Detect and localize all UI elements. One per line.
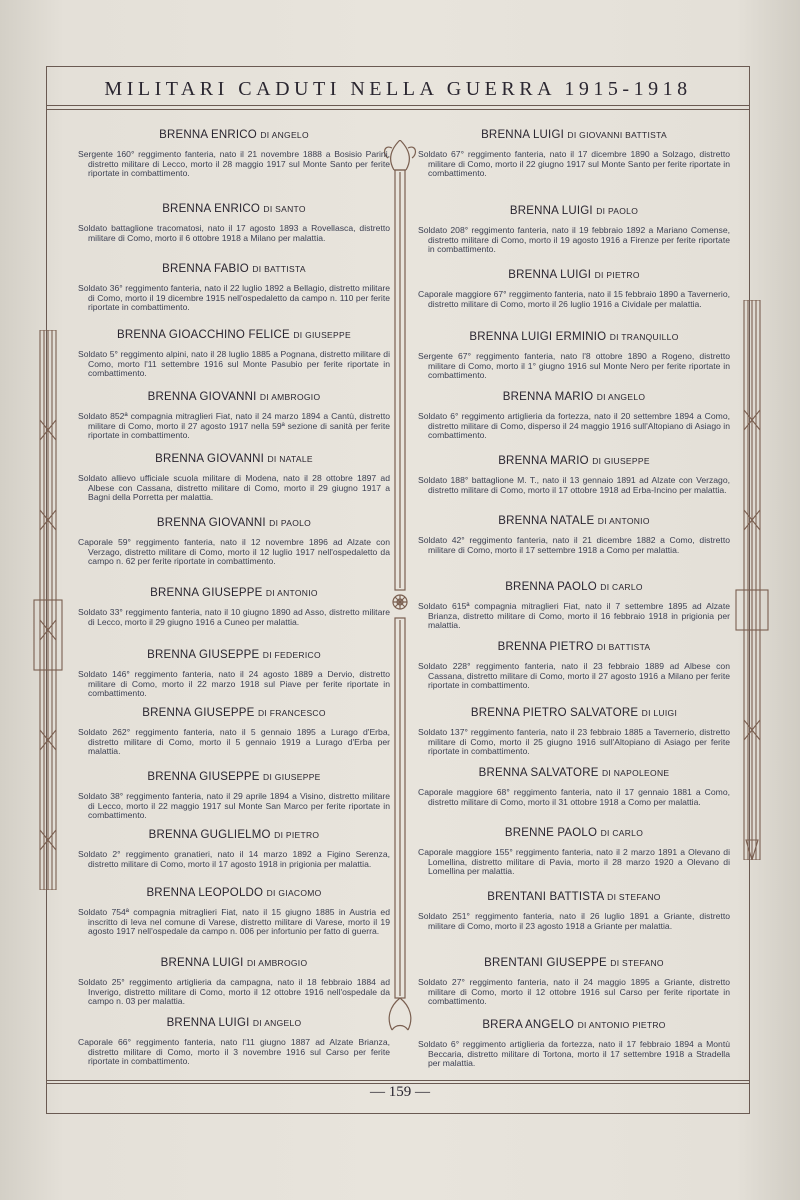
casualty-entry bbox=[78, 886, 390, 937]
casualty-name bbox=[78, 648, 390, 662]
casualty-name bbox=[418, 826, 730, 840]
casualty-name bbox=[418, 1018, 730, 1032]
casualty-entry bbox=[418, 956, 730, 1007]
casualty-entry bbox=[78, 328, 390, 379]
casualty-entry bbox=[418, 706, 730, 757]
casualty-entry bbox=[418, 330, 730, 381]
casualty-surname-given: BRENNA PIETRO SALVATORE bbox=[470, 707, 639, 719]
casualty-surname-given: BRENNA FABIO bbox=[162, 263, 249, 275]
casualty-record: Soldato 188° battaglione M. T., nato il 13 gennaio 1891 ad Alzate con Verzago, distretto militare di Como, morto il 17 ottobre 1918 ad Erba-Incino per malattia. bbox=[418, 475, 730, 495]
casualty-surname-given: BRENNA LUIGI ERMINIO bbox=[469, 331, 607, 343]
casualty-surname-given: BRENNA MARIO bbox=[502, 391, 594, 403]
casualty-entry bbox=[418, 204, 730, 255]
casualty-entry bbox=[78, 770, 390, 821]
page-number: — 159 — bbox=[370, 1084, 430, 1100]
casualty-record: Soldato battaglione tracomatosi, nato il 17 agosto 1893 a Rovellasca, distretto militare di Como, morto il 6 ottobre 1918 a Milano per malattia. bbox=[78, 223, 390, 243]
casualty-entry bbox=[418, 890, 730, 931]
casualty-surname-given: BRENNA LUIGI bbox=[166, 1017, 250, 1029]
casualty-surname-given: BRENNA LUIGI bbox=[160, 957, 244, 969]
casualty-entry bbox=[418, 1018, 730, 1069]
casualty-patronymic: DI ANGELO bbox=[252, 1018, 302, 1028]
sword-ornament bbox=[734, 300, 770, 860]
casualty-record: Soldato 67° reggimento fanteria, nato il 17 dicembre 1890 a Solzago, distretto militare di Como, morto il 22 giugno 1917 sul Monte Santo per ferite riportate in combattimento. bbox=[418, 149, 730, 179]
casualty-record: Soldato 262° reggimento fanteria, nato il 5 gennaio 1895 a Lurago d'Erba, distretto militare di Como, morto il 5 gennaio 1919 a Lurago d'Erba per malattia. bbox=[78, 727, 390, 757]
casualty-entry bbox=[418, 454, 730, 495]
casualty-entry bbox=[78, 1016, 390, 1067]
casualty-name bbox=[78, 828, 390, 842]
casualty-patronymic: DI CARLO bbox=[600, 582, 643, 592]
page-header bbox=[46, 66, 750, 110]
casualty-patronymic: DI GIUSEPPE bbox=[592, 456, 650, 466]
casualty-entry bbox=[78, 262, 390, 313]
casualty-surname-given: BRENNA LEOPOLDO bbox=[146, 887, 264, 899]
casualty-patronymic: DI LUIGI bbox=[641, 708, 678, 718]
casualty-surname-given: BRENNA LUIGI bbox=[508, 269, 592, 281]
footer-rule bbox=[46, 1080, 750, 1081]
casualty-name bbox=[418, 890, 730, 904]
casualty-entry bbox=[418, 390, 730, 441]
casualty-record: Soldato 38° reggimento fanteria, nato il 29 aprile 1894 a Visino, distretto militare di Lecco, morto il 22 maggio 1917 sul Monte San Marco per ferite riportate in combattimento. bbox=[78, 791, 390, 821]
casualty-record: Soldato 754ª compagnia mitraglieri Fiat, nato il 15 giugno 1885 in Austria ed inscritto di leva nel comune di Varese, distretto militare di Varese, morto il 19 agosto 1917 nell'ospedale da campo n. 006 per infortunio per fatto di guerra. bbox=[78, 907, 390, 937]
casualty-record: Caporale 59° reggimento fanteria, nato il 12 novembre 1896 ad Alzate con Verzago, distretto militare di Como, morto il 12 luglio 1917 nell'ospedaletto da campo n. 62 per ferite riportate in combattimento. bbox=[78, 537, 390, 567]
casualty-record: Soldato 6° reggimento artiglieria da fortezza, nato il 17 febbraio 1894 a Montù Beccaria, distretto militare di Tortona, morto il 17 settembre 1918 a Stradella per malattia. bbox=[418, 1039, 730, 1069]
casualty-surname-given: BRENNE PAOLO bbox=[504, 827, 598, 839]
casualty-entry bbox=[418, 128, 730, 179]
casualty-name bbox=[418, 268, 730, 282]
casualty-record: Soldato 852ª compagnia mitraglieri Fiat, nato il 24 marzo 1894 a Cantù, distretto militare di Como, morto il 27 agosto 1917 nella 59ª sezione di sanità per ferite riportate in combattimento. bbox=[78, 411, 390, 441]
casualty-surname-given: BRENNA GIUSEPPE bbox=[142, 707, 255, 719]
casualty-name bbox=[418, 128, 730, 142]
casualty-name bbox=[78, 452, 390, 466]
casualty-patronymic: DI BATTISTA bbox=[252, 264, 306, 274]
casualty-name bbox=[78, 770, 390, 784]
casualty-entry bbox=[418, 268, 730, 309]
casualty-patronymic: DI FEDERICO bbox=[262, 650, 321, 660]
casualty-patronymic: DI PIETRO bbox=[274, 830, 320, 840]
casualty-record: Soldato 27° reggimento fanteria, nato il 24 maggio 1895 a Griante, distretto militare di Como, morto il 12 ottobre 1916 sul Carso per ferite riportate in combattimento. bbox=[418, 977, 730, 1007]
casualty-patronymic: DI BATTISTA bbox=[596, 642, 651, 652]
casualty-name bbox=[78, 886, 390, 900]
casualty-patronymic: DI NAPOLEONE bbox=[601, 768, 670, 778]
casualty-name bbox=[78, 586, 390, 600]
casualty-entry bbox=[418, 640, 730, 691]
casualty-surname-given: BRENNA GIOVANNI bbox=[147, 391, 257, 403]
fasces-ornament bbox=[30, 330, 66, 890]
casualty-patronymic: DI FRANCESCO bbox=[257, 708, 326, 718]
casualty-surname-given: BRENTANI BATTISTA bbox=[487, 891, 604, 903]
casualty-name bbox=[418, 580, 730, 594]
casualty-patronymic: DI CARLO bbox=[600, 828, 644, 838]
casualty-entry bbox=[418, 826, 730, 877]
casualty-entry bbox=[78, 390, 390, 441]
casualty-entry bbox=[418, 766, 730, 807]
casualty-record: Soldato 208° reggimento fanteria, nato il 19 febbraio 1892 a Mariano Comense, distretto militare di Como, morto il 19 agosto 1916 a Firenze per ferite riportate in combattimento. bbox=[418, 225, 730, 255]
casualty-surname-given: BRENNA MARIO bbox=[498, 455, 589, 467]
casualty-entry bbox=[78, 828, 390, 869]
casualty-surname-given: BRENNA LUIGI bbox=[481, 129, 564, 141]
casualty-patronymic: DI ANTONIO bbox=[597, 516, 650, 526]
casualty-name bbox=[78, 202, 390, 216]
casualty-entry bbox=[78, 706, 390, 757]
casualty-name bbox=[78, 262, 390, 276]
casualty-record: Caporale maggiore 155° reggimento fanteria, nato il 2 marzo 1891 a Olevano di Lomellina, distretto militare di Pavia, morto il 28 marzo 1920 a Olevano di Lomellina per malattia. bbox=[418, 847, 730, 877]
page-title: MILITARI CADUTI NELLA GUERRA 1915-1918 bbox=[104, 78, 692, 100]
casualty-record: Soldato allievo ufficiale scuola militare di Modena, nato il 28 ottobre 1897 ad Albese con Cassana, distretto militare di Como, morto il 29 giugno 1917 a Bagni della Porretta per malattia. bbox=[78, 473, 390, 503]
casualty-name bbox=[418, 640, 730, 654]
casualty-patronymic: DI TRANQUILLO bbox=[609, 332, 679, 342]
casualty-record: Soldato 36° reggimento fanteria, nato il 22 luglio 1892 a Bellagio, distretto militare di Como, morto il 19 dicembre 1915 nell'ospedaletto da campo n. 110 per ferite riportate in combattimento. bbox=[78, 283, 390, 313]
casualty-surname-given: BRENNA PAOLO bbox=[505, 581, 597, 593]
casualty-surname-given: BRENNA SALVATORE bbox=[478, 767, 599, 779]
casualty-name bbox=[78, 516, 390, 530]
casualty-entry bbox=[418, 580, 730, 631]
casualty-name bbox=[418, 956, 730, 970]
casualty-name bbox=[418, 514, 730, 528]
casualty-entry bbox=[78, 128, 390, 179]
casualty-record: Soldato 251° reggimento fanteria, nato il 26 luglio 1891 a Griante, distretto militare di Como, morto il 23 agosto 1918 a Griante per malattia. bbox=[418, 911, 730, 931]
casualty-record: Soldato 615ª compagnia mitraglieri Fiat, nato il 7 settembre 1895 ad Alzate Brianza, distretto militare di Como, morto il 16 febbraio 1918 in prigionia per malattia. bbox=[418, 601, 730, 631]
casualty-name bbox=[418, 766, 730, 780]
casualty-surname-given: BRENNA GIUSEPPE bbox=[147, 649, 260, 661]
casualty-patronymic: DI GIACOMO bbox=[266, 888, 322, 898]
casualty-surname-given: BRENNA ENRICO bbox=[162, 203, 260, 215]
casualty-entry bbox=[78, 516, 390, 567]
casualty-patronymic: DI AMBROGIO bbox=[246, 958, 308, 968]
casualty-name bbox=[418, 330, 730, 344]
casualty-record: Soldato 2° reggimento granatieri, nato il 14 marzo 1892 a Figino Serenza, distretto militare di Como, morto il 17 agosto 1918 in prigionia per malattia. bbox=[78, 849, 390, 869]
casualty-patronymic: DI GIUSEPPE bbox=[263, 772, 321, 782]
casualty-record: Soldato 33° reggimento fanteria, nato il 10 giugno 1890 ad Asso, distretto militare di Lecco, morto il 29 giugno 1916 a Cuneo per malattia. bbox=[78, 607, 390, 627]
casualty-surname-given: BRENNA PIETRO bbox=[497, 641, 594, 653]
casualty-record: Soldato 25° reggimento artiglieria da campagna, nato il 18 febbraio 1884 ad Inverigo, distretto militare di Como, morto il 12 ottobre 1916 nell'ospedale da campo n. 03 per malattia. bbox=[78, 977, 390, 1007]
casualty-name bbox=[78, 128, 390, 142]
casualty-surname-given: BRENNA GUGLIELMO bbox=[148, 829, 271, 841]
casualty-surname-given: BRENTANI GIUSEPPE bbox=[484, 957, 607, 969]
casualty-record: Soldato 146° reggimento fanteria, nato il 24 agosto 1889 a Dervio, distretto militare di Como, morto il 22 marzo 1918 sul Piave per ferite riportate in combattimento. bbox=[78, 669, 390, 699]
casualty-patronymic: DI PIETRO bbox=[594, 270, 640, 280]
casualty-name bbox=[418, 390, 730, 404]
casualty-surname-given: BRENNA LUIGI bbox=[509, 205, 593, 217]
casualty-entry bbox=[78, 956, 390, 1007]
casualty-patronymic: DI STEFANO bbox=[607, 892, 661, 902]
casualty-surname-given: BRERA ANGELO bbox=[482, 1019, 575, 1031]
casualty-name bbox=[418, 706, 730, 720]
casualty-name bbox=[78, 1016, 390, 1030]
casualty-entry bbox=[78, 648, 390, 699]
casualty-surname-given: BRENNA ENRICO bbox=[159, 129, 257, 141]
casualty-entry bbox=[78, 452, 390, 503]
casualty-record: Caporale maggiore 68° reggimento fanteria, nato il 17 gennaio 1881 a Como, distretto militare di Como, morto il 31 ottobre 1918 a Como per malattia. bbox=[418, 787, 730, 807]
casualty-surname-given: BRENNA GIUSEPPE bbox=[150, 587, 263, 599]
casualty-name bbox=[78, 328, 390, 342]
casualty-record: Soldato 5° reggimento alpini, nato il 28 luglio 1885 a Pognana, distretto militare di Como, morto l'11 settembre 1916 sul Monte Pasubio per ferite riportate in combattimento. bbox=[78, 349, 390, 379]
casualty-patronymic: DI NATALE bbox=[267, 454, 313, 464]
casualty-record: Soldato 228° reggimento fanteria, nato il 23 febbraio 1889 ad Albese con Cassana, distretto militare di Como, morto il 27 agosto 1916 a Milano per ferite riportate in combattimento. bbox=[418, 661, 730, 691]
casualty-record: Sergente 67° reggimento fanteria, nato l'8 ottobre 1890 a Rogeno, distretto militare di Como, morto il 1° giugno 1916 sul Monte Nero per ferite riportate in combattimento. bbox=[418, 351, 730, 381]
casualty-record: Sergente 160° reggimento fanteria, nato il 21 novembre 1888 a Bosisio Parini, distretto militare di Lecco, morto il 28 maggio 1917 sul Monte Santo per ferite riportate in combattimento. bbox=[78, 149, 390, 179]
casualty-record: Soldato 42° reggimento fanteria, nato il 21 dicembre 1882 a Como, distretto militare di Como, morto il 17 settembre 1918 a Como per malattia. bbox=[418, 535, 730, 555]
casualty-patronymic: DI GIOVANNI BATTISTA bbox=[567, 130, 667, 140]
casualty-patronymic: DI PAOLO bbox=[269, 518, 312, 528]
casualty-patronymic: DI ANTONIO PIETRO bbox=[577, 1020, 666, 1030]
casualty-record: Soldato 137° reggimento fanteria, nato il 23 febbraio 1885 a Tavernerio, distretto militare di Como, morto il 25 giugno 1916 sull'Altopiano di Asiago per ferite riportate in combattimento. bbox=[418, 727, 730, 757]
casualty-patronymic: DI AMBROGIO bbox=[259, 392, 321, 402]
casualty-name bbox=[78, 956, 390, 970]
casualty-surname-given: BRENNA NATALE bbox=[498, 515, 595, 527]
casualty-patronymic: DI ANGELO bbox=[260, 130, 309, 140]
casualty-name bbox=[418, 204, 730, 218]
casualty-record: Caporale maggiore 67° reggimento fanteria, nato il 15 febbraio 1890 a Tavernerio, distretto militare di Como, morto il 26 luglio 1916 a Cividale per malattia. bbox=[418, 289, 730, 309]
casualty-name bbox=[78, 390, 390, 404]
casualty-entry bbox=[78, 202, 390, 243]
casualty-name bbox=[418, 454, 730, 468]
casualty-patronymic: DI SANTO bbox=[263, 204, 306, 214]
casualty-surname-given: BRENNA GIUSEPPE bbox=[147, 771, 260, 783]
casualty-patronymic: DI STEFANO bbox=[610, 958, 664, 968]
casualty-surname-given: BRENNA GIOVANNI bbox=[156, 517, 266, 529]
casualty-patronymic: DI GIUSEPPE bbox=[293, 330, 351, 340]
casualty-surname-given: BRENNA GIOVANNI bbox=[155, 453, 265, 465]
casualty-patronymic: DI ANTONIO bbox=[265, 588, 318, 598]
casualty-name bbox=[78, 706, 390, 720]
casualty-record: Soldato 6° reggimento artiglieria da fortezza, nato il 20 settembre 1894 a Como, distretto militare di Como, disperso il 24 maggio 1916 sull'Altopiano di Asiago in combattimento. bbox=[418, 411, 730, 441]
casualty-entry bbox=[418, 514, 730, 555]
casualty-entry bbox=[78, 586, 390, 627]
casualty-patronymic: DI ANGELO bbox=[596, 392, 646, 402]
casualty-record: Caporale 66° reggimento fanteria, nato l'11 giugno 1887 ad Alzate Brianza, distretto militare di Como, morto il 3 novembre 1916 sul Carso per ferite riportate in combattimento. bbox=[78, 1037, 390, 1067]
casualty-surname-given: BRENNA GIOACCHINO FELICE bbox=[117, 329, 290, 341]
casualty-patronymic: DI PAOLO bbox=[596, 206, 639, 216]
